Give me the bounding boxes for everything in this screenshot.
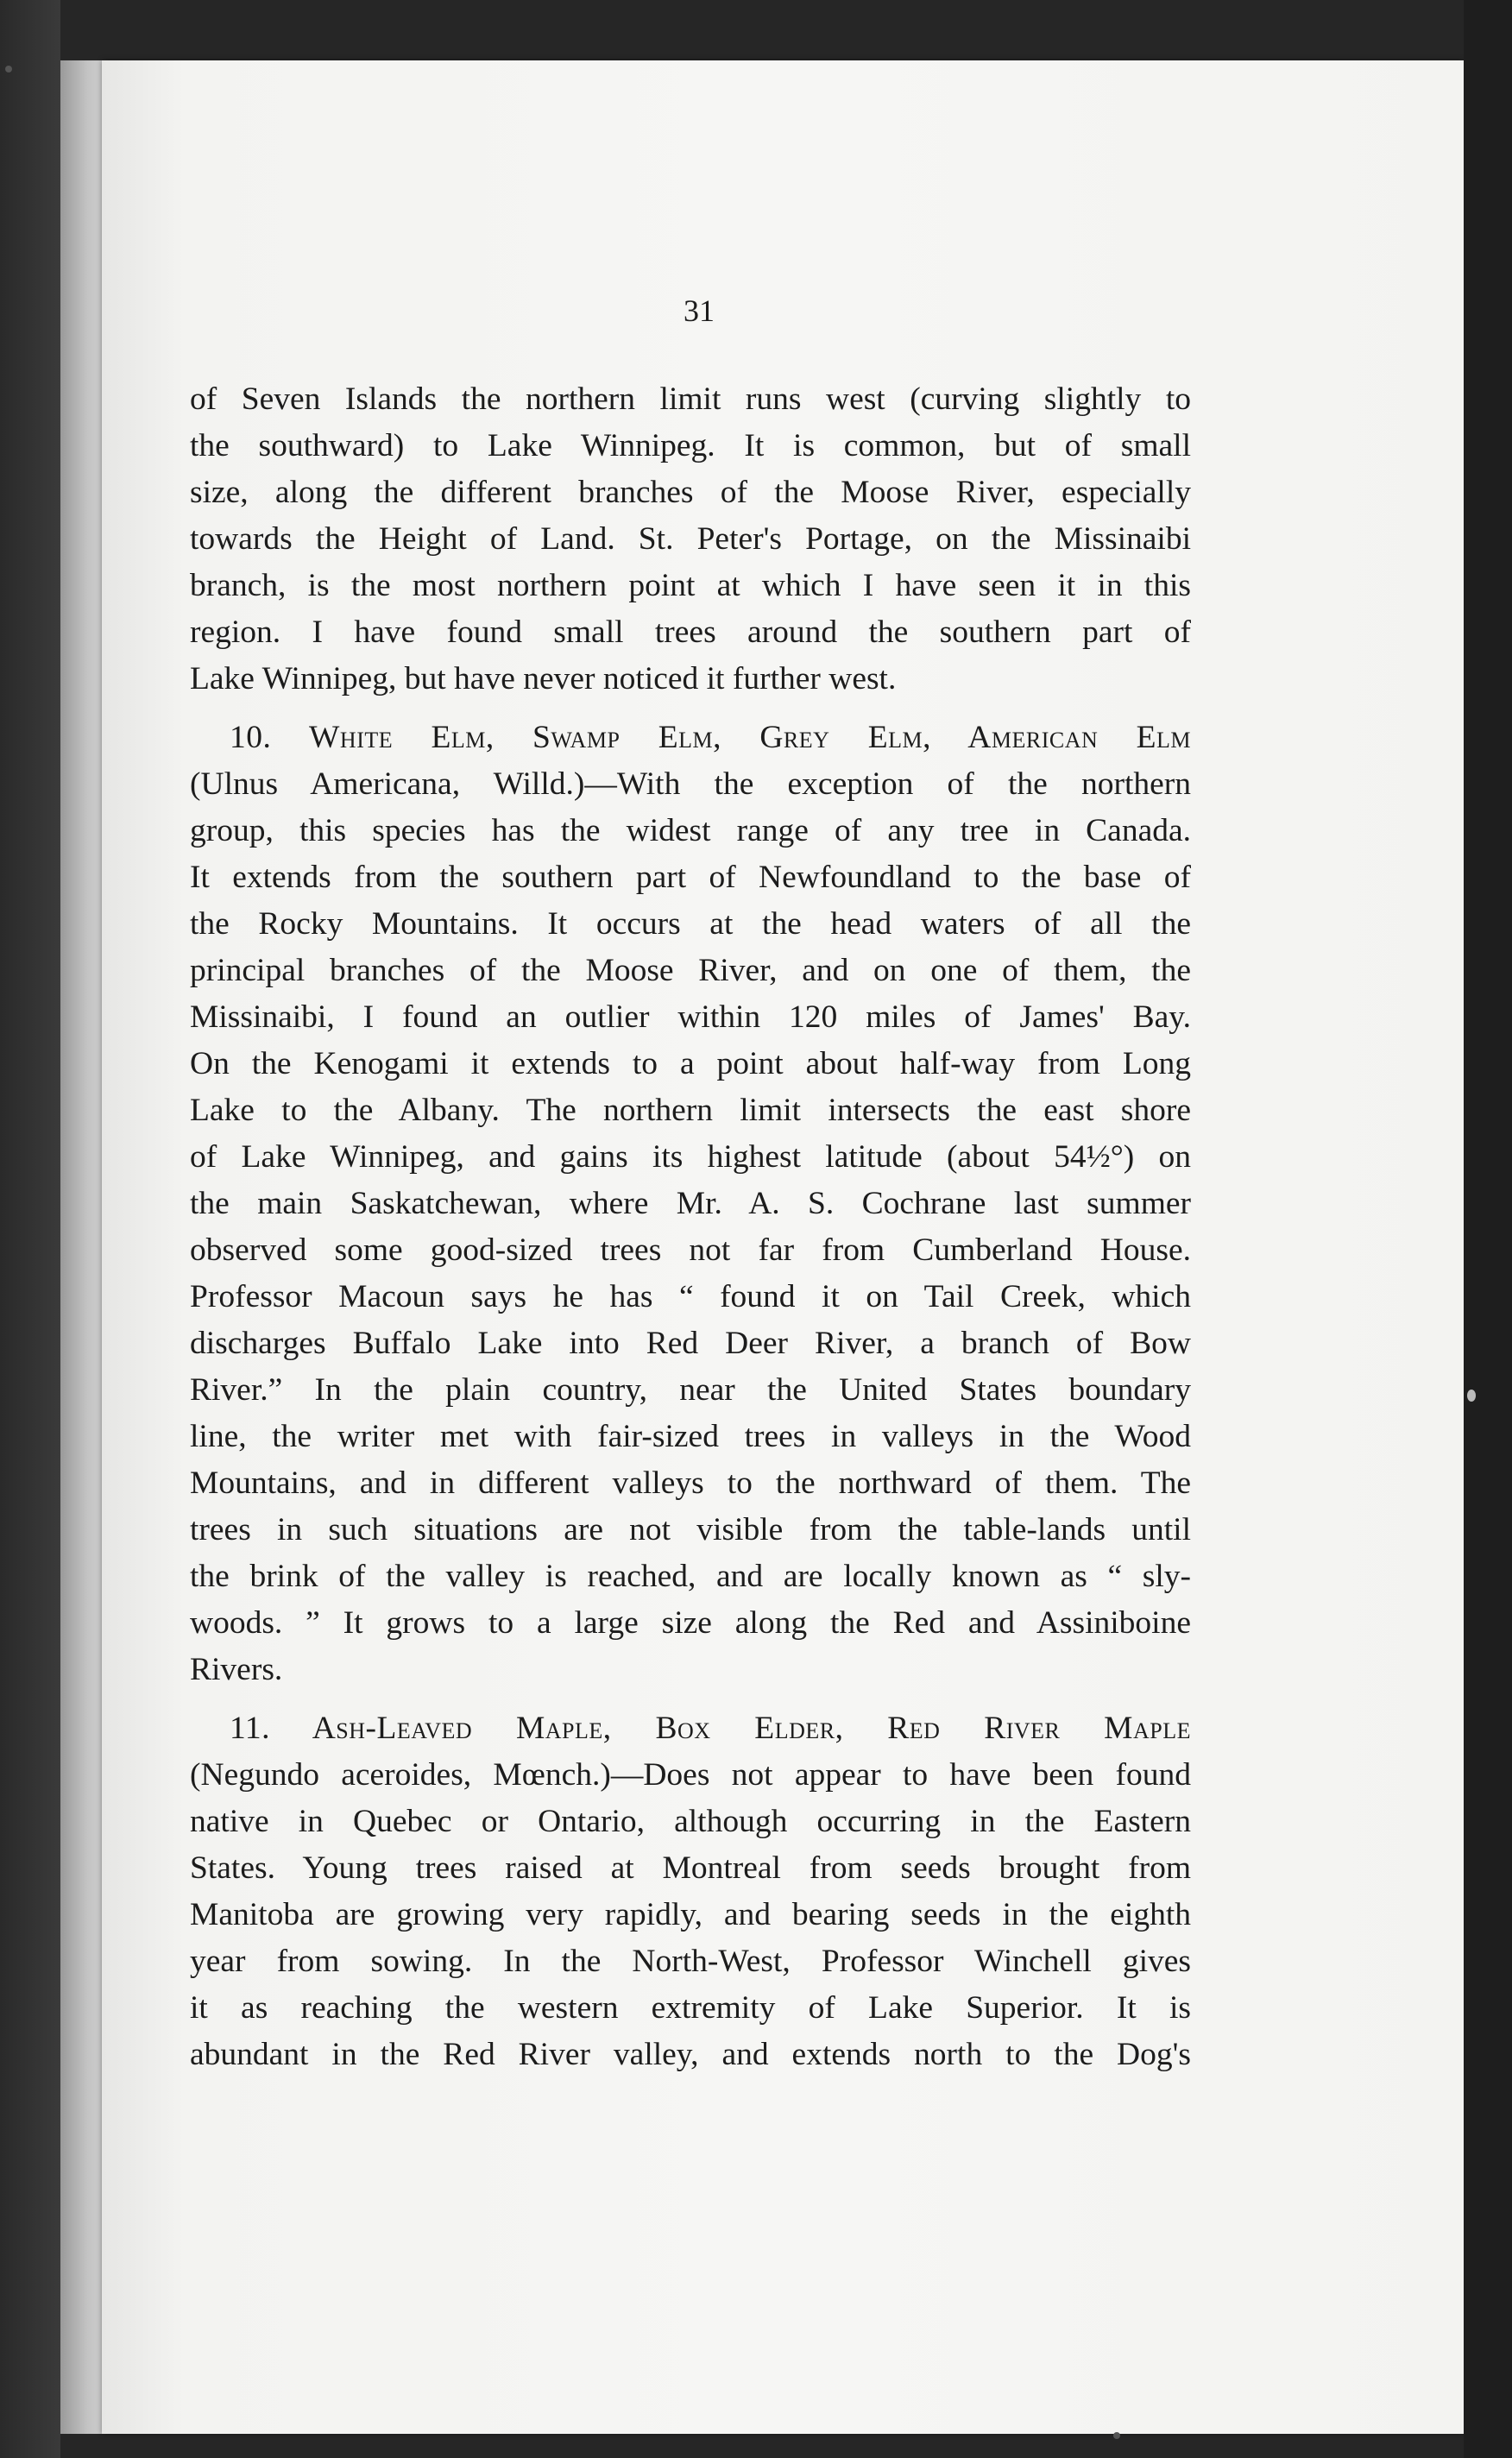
text-line: On the Kenogami it extends to a point about half-way from Long	[190, 1046, 1191, 1081]
text-line: it as reaching the western extremity of Lake Superior. It is	[190, 1990, 1191, 2026]
text-line: the main Saskatchewan, where Mr. A. S. Cochrane last summer	[190, 1186, 1191, 1221]
text-line: observed some good-sized trees not far from Cumberland House.	[190, 1232, 1191, 1268]
text-line: of Seven Islands the northern limit runs west (curving slightly to	[190, 381, 1191, 417]
text-line: branch, is the most northern point at which I have seen it in this	[190, 568, 1191, 603]
text-line: region. I have found small trees around the southern part of	[190, 614, 1191, 650]
text-line: Lake Winnipeg, but have never noticed it further west.	[190, 661, 897, 696]
paragraph-ash-leaved-maple	[190, 1705, 1191, 2078]
text-line: States. Young trees raised at Montreal from seeds brought from	[190, 1850, 1191, 1886]
species-heading: 11. Ash-Leaved Maple, Box Elder, Red River Maple	[230, 1711, 1191, 1746]
text-line: Missinaibi, I found an outlier within 120 miles of James' Bay.	[190, 999, 1191, 1035]
text-line: trees in such situations are not visible from the table-lands until	[190, 1512, 1191, 1547]
text-line: (Ulnus Americana, Willd.)—With the exception of the northern	[190, 766, 1191, 802]
text-line: Lake to the Albany. The northern limit intersects the east shore	[190, 1093, 1191, 1128]
paragraph-white-elm	[190, 715, 1191, 1693]
text-line: towards the Height of Land. St. Peter's Portage, on the Missinaibi	[190, 521, 1191, 557]
text-line: (Negundo aceroides, Mœnch.)—Does not appear to have been found	[190, 1757, 1191, 1793]
text-line: the Rocky Mountains. It occurs at the head waters of all the	[190, 906, 1191, 942]
text-line: the southward) to Lake Winnipeg. It is common, but of small	[190, 428, 1191, 463]
species-heading: 10. White Elm, Swamp Elm, Grey Elm, American Elm	[230, 720, 1191, 755]
text-line: native in Quebec or Ontario, although occurring in the Eastern	[190, 1804, 1191, 1839]
text-line: line, the writer met with fair-sized trees in valleys in the Wood	[190, 1419, 1191, 1454]
text-line: year from sowing. In the North-West, Professor Winchell gives	[190, 1944, 1191, 1979]
text-line: River.” In the plain country, near the United States boundary	[190, 1372, 1191, 1408]
text-line: woods. ” It grows to a large size along the Red and Assiniboine	[190, 1605, 1191, 1641]
text-line: size, along the different branches of the Moose River, especially	[190, 475, 1191, 510]
text-line: group, this species has the widest range of any tree in Canada.	[190, 813, 1191, 848]
text-line: the brink of the valley is reached, and are locally known as “ sly-	[190, 1559, 1191, 1594]
text-line: abundant in the Red River valley, and extends north to the Dog's	[190, 2037, 1191, 2072]
text-line: Professor Macoun says he has “ found it on Tail Creek, which	[190, 1279, 1191, 1314]
dust-speck	[1467, 1390, 1476, 1402]
text-line: Manitoba are growing very rapidly, and bearing seeds in the eighth	[190, 1897, 1191, 1932]
right-background	[1464, 0, 1512, 2458]
dust-speck	[5, 66, 12, 72]
text-line: Rivers.	[190, 1652, 283, 1687]
paragraph-continuation	[190, 376, 1191, 703]
page-text	[190, 285, 1191, 2078]
text-line: Mountains, and in different valleys to the northward of them. The	[190, 1465, 1191, 1501]
text-line: of Lake Winnipeg, and gains its highest latitude (about 54½°) on	[190, 1139, 1191, 1175]
text-line: principal branches of the Moose River, and on one of them, the	[190, 953, 1191, 988]
page-number: 31	[684, 293, 715, 328]
text-line: discharges Buffalo Lake into Red Deer River, a branch of Bow	[190, 1326, 1191, 1361]
left-background	[0, 0, 60, 2458]
text-line: It extends from the southern part of Newfoundland to the base of	[190, 860, 1191, 895]
dust-speck	[1113, 2432, 1120, 2439]
